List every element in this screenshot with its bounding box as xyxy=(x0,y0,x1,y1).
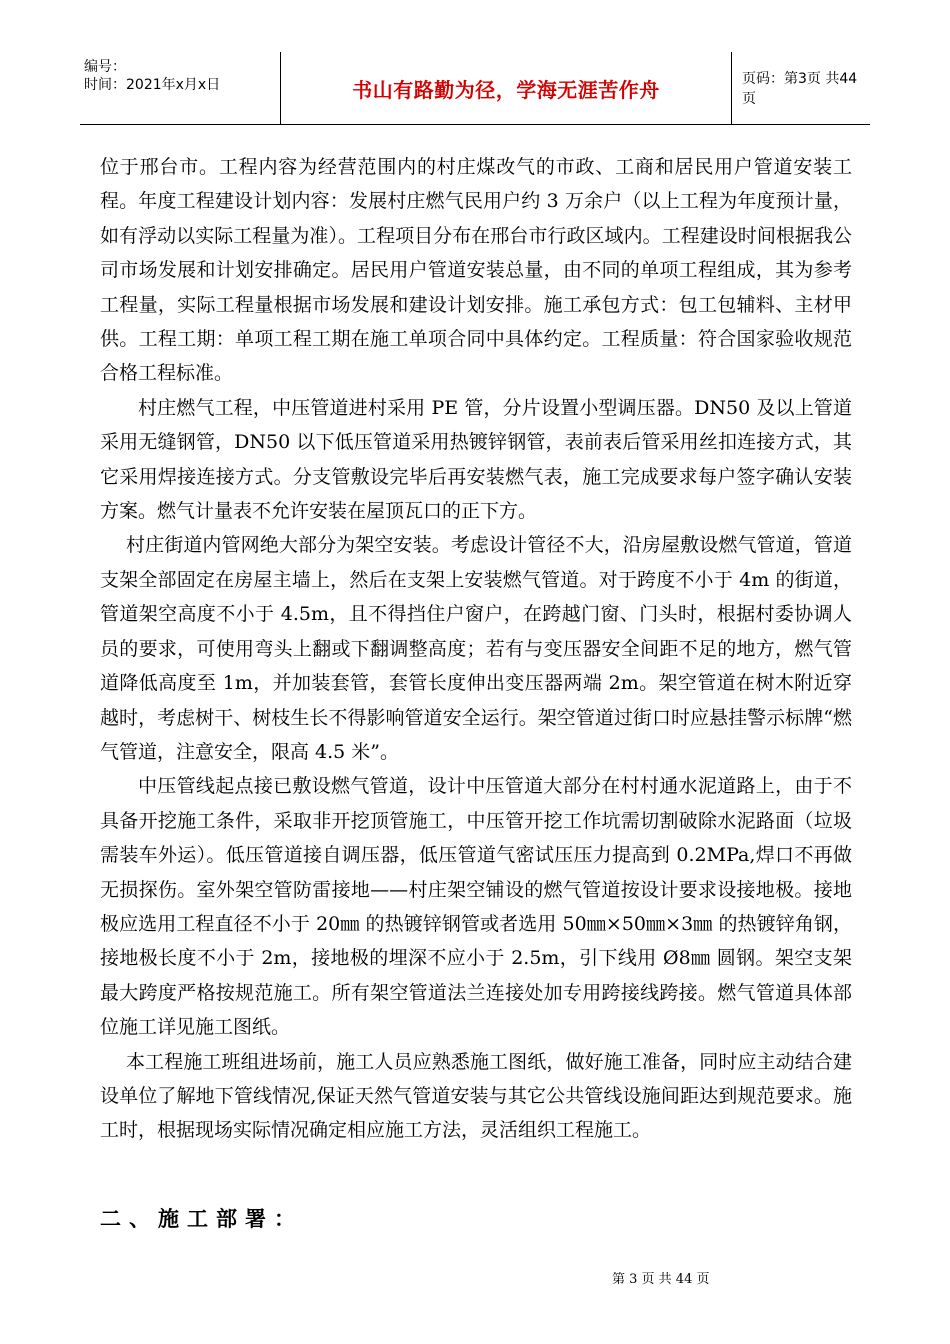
paragraph-5: 本工程施工班组进场前，施工人员应熟悉施工图纸，做好施工准备，同时应主动结合建设单位了解地下管线情况,保证天然气管道安装与其它公共管线设施间距达到规范要求。施工时，根据现场实际情况确定相应施工方法，灵活组织工程施工。 xyxy=(100,1050,852,1142)
document-body xyxy=(100,150,852,1148)
page-footer: 第 3 页 共 44 页 xyxy=(612,1272,710,1287)
header-meta xyxy=(80,52,280,124)
paragraph-3: 村庄街道内管网绝大部分为架空安装。考虑设计管径不大，沿房屋敷设燃气管道，管道支架全部固定在房屋主墙上，然后在支架上安装燃气管道。对于跨度不小于 4m 的街道，管道架空高度不小于 4.5m，且不得挡住户窗户，在跨越门窗、门头时，根据村委协调人员的要求，可使用弯头上翻或下翻调整高度；若有与变压器安全间距不足的地方，燃气管道降低高度至 1m，并加装套管，套管长度伸出变压器两端 2m。架空管道在树木附近穿越时，考虑树干、树枝生长不得影响管道安全运行。架空管道过街口时应悬挂警示标牌“燃气管道，注意安全，限高 4.5 米”。 xyxy=(100,534,852,763)
page-header xyxy=(80,52,870,125)
paragraph-2: 村庄燃气工程，中压管道进村采用 PE 管，分片设置小型调压器。DN50 及以上管道采用无缝钢管，DN50 以下低压管道采用热镀锌钢管，表前表后管采用丝扣连接方式，其它采用焊接连接方式。分支管敷设完毕后再安装燃气表，施工完成要求每户签字确认安装方案。燃气计量表不允许安装在屋顶瓦口的正下方。 xyxy=(100,396,852,523)
header-motto: 书山有路勤为径，学海无涯苦作舟 xyxy=(280,52,732,124)
paragraph-4: 中压管线起点接已敷设燃气管道，设计中压管道大部分在村村通水泥道路上，由于不具备开挖施工条件，采取非开挖顶管施工，中压管开挖工作坑需切割破除水泥路面（垃圾需装车外运）。低压管道接自调压器，低压管道气密试压压力提高到 0.2MPa,焊口不再做无损探伤。室外架空管防雷接地——村庄架空铺设的燃气管道按设计要求设接地极。接地极应选用工程直径不小于 20㎜ 的热镀锌钢管或者选用 50㎜×50㎜×3㎜ 的热镀锌角钢，接地极长度不小于 2m，接地极的埋深不应小于 2.5m，引下线用 Ø8㎜ 圆钢。架空支架最大跨度严格按规范施工。所有架空管道法兰连接处加专用跨接线跨接。燃气管道具体部位施工详见施工图纸。 xyxy=(100,775,852,1039)
section-title: 二、施工部署： xyxy=(100,1207,303,1231)
header-time-label: 时间：2021年x月x日 xyxy=(84,77,221,93)
paragraph-1: 位于邢台市。工程内容为经营范围内的村庄煤改气的市政、工商和居民用户管道安装工程。年度工程建设计划内容：发展村庄燃气民用户约 3 万余户（以上工程为年度预计量，如有浮动以实际工程量为准）。工程项目分布在邢台市行政区域内。工程建设时间根据我公司市场发展和计划安排确定。居民用户管道安装总量，由不同的单项工程组成，其为参考工程量，实际工程量根据市场发展和建设计划安排。施工承包方式：包工包辅料、主材甲供。工程工期：单项工程工期在施工单项合同中具体约定。工程质量：符合国家验收规范合格工程标准。 xyxy=(100,156,852,385)
header-number-label: 编号： xyxy=(84,59,126,75)
header-page-info: 页码：第3页 共44页 xyxy=(742,71,858,107)
